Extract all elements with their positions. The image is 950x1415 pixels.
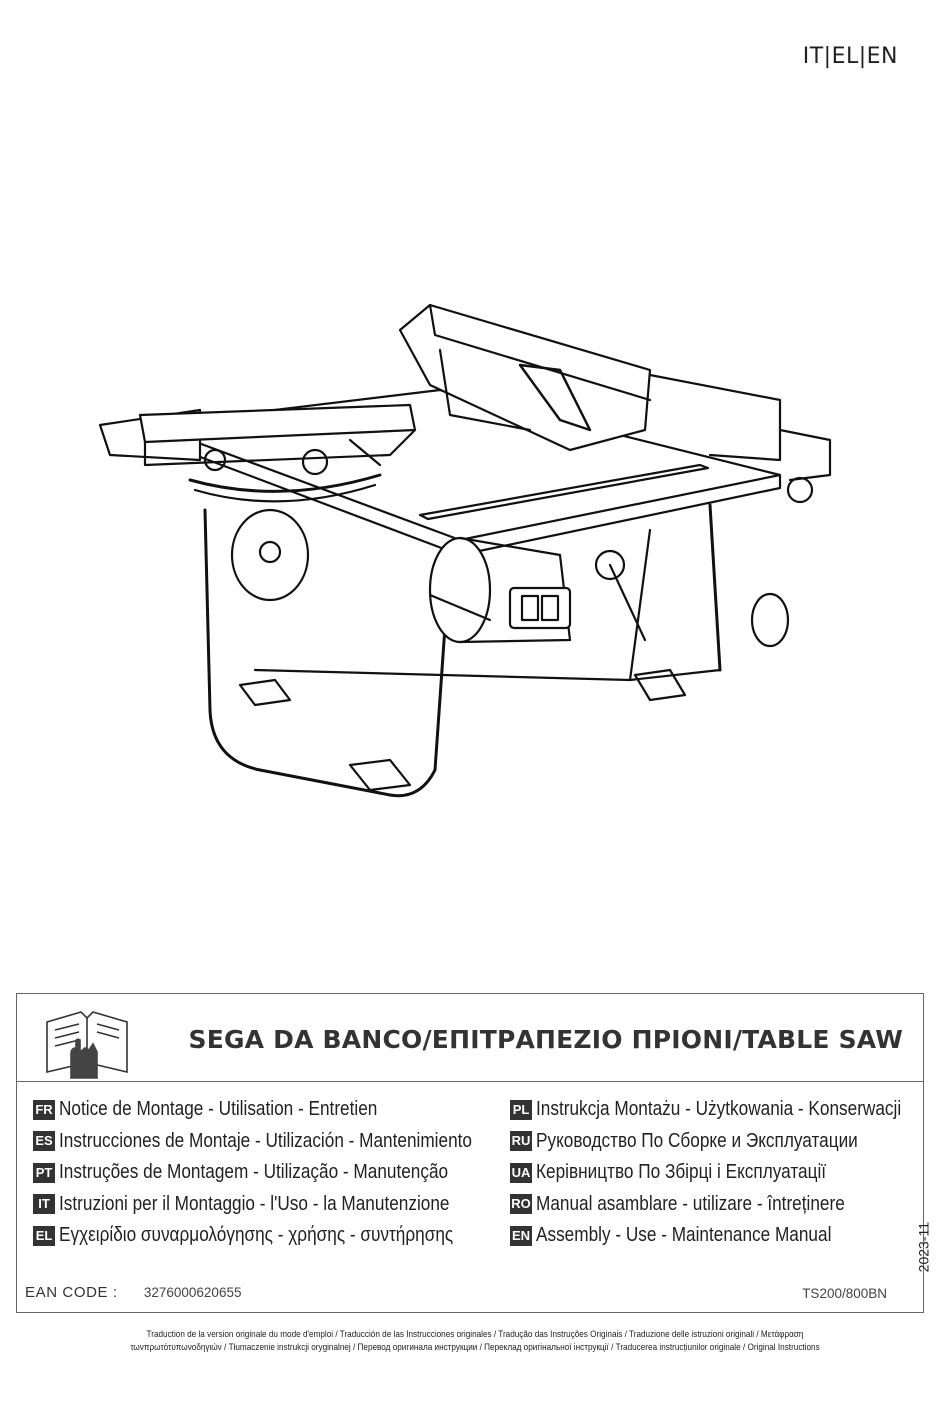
manual-language-item	[510, 1189, 950, 1221]
model-number: TS200/800BN	[802, 1286, 887, 1301]
language-codes-header: IT|EL|EN	[802, 44, 898, 69]
table-saw-illustration	[90, 290, 850, 830]
manual-title: Istruzioni per il Montaggio - l'Uso - la Manutenzione	[59, 1192, 450, 1215]
manual-language-item	[33, 1094, 488, 1126]
manual-language-item	[510, 1126, 950, 1158]
manual-language-item	[33, 1220, 488, 1252]
manual-title: Notice de Montage - Utilisation - Entretien	[59, 1098, 378, 1121]
language-badge: EL	[33, 1226, 55, 1246]
manual-title: Керівництво По Збірці і Експлуатації	[536, 1161, 827, 1184]
language-badge: ES	[33, 1131, 55, 1151]
language-badge: FR	[33, 1100, 55, 1120]
manual-language-item	[33, 1189, 488, 1221]
product-title-bar	[17, 994, 923, 1082]
ean-label: EAN CODE :	[25, 1284, 118, 1301]
language-badge: RU	[510, 1131, 532, 1151]
language-badge: EN	[510, 1226, 532, 1246]
manual-language-item	[510, 1157, 950, 1189]
edition-date: 2023-11	[915, 1222, 931, 1273]
translation-notice-line: τωνπρωτότυπωνοδηγιών / Tłumaczenie instrukcji oryginalnej / Перевод оригинала инструкции / Переклад оригінальної інструкції / Traducerea instrucțiunilor originale / Original Instructions	[130, 1342, 820, 1353]
language-badge: PT	[33, 1163, 55, 1183]
manual-title: Руководство По Сборке и Эксплуатации	[536, 1129, 858, 1152]
language-badge: PL	[510, 1100, 532, 1120]
manual-title: Instruções de Montagem - Utilização - Manutenção	[59, 1161, 449, 1184]
language-badge: UA	[510, 1163, 532, 1183]
manual-language-item	[510, 1220, 950, 1252]
ean-code	[25, 1284, 241, 1301]
manual-title: Εγχειρίδιο συναρμολόγησης - χρήσης - συντήρησης	[59, 1224, 454, 1247]
language-badge: IT	[33, 1194, 55, 1214]
manual-language-list-left	[33, 1094, 488, 1252]
product-info-box	[16, 993, 931, 1313]
manual-title: Instrukcja Montażu - Użytkowania - Konserwacji	[536, 1098, 902, 1121]
manual-book-icon	[41, 1002, 133, 1080]
manual-title: Manual asamblare - utilizare - întreținere	[536, 1192, 845, 1215]
ean-value: 3276000620655	[143, 1285, 242, 1300]
manual-language-item	[33, 1157, 488, 1189]
translation-notice	[40, 1328, 910, 1354]
translation-notice-line: Traduction de la version originale du mode d'emploi / Traducción de las Instrucciones originales / Tradução das Instruções Originais / Traduzione delle istruzioni originali / Μετάφραση	[146, 1329, 804, 1340]
product-title: SEGA DA BANCO/ΕΠΙΤΡΑΠΕΖΙΟ ΠΡΙΟΝΙ/TABLE SAW	[188, 1025, 903, 1054]
manual-language-item	[33, 1126, 488, 1158]
manual-language-item	[510, 1094, 950, 1126]
manual-language-list-right	[510, 1094, 950, 1252]
language-badge: RO	[510, 1194, 532, 1214]
manual-title: Instrucciones de Montaje - Utilización - Mantenimiento	[59, 1129, 472, 1152]
manual-title: Assembly - Use - Maintenance Manual	[536, 1224, 832, 1247]
